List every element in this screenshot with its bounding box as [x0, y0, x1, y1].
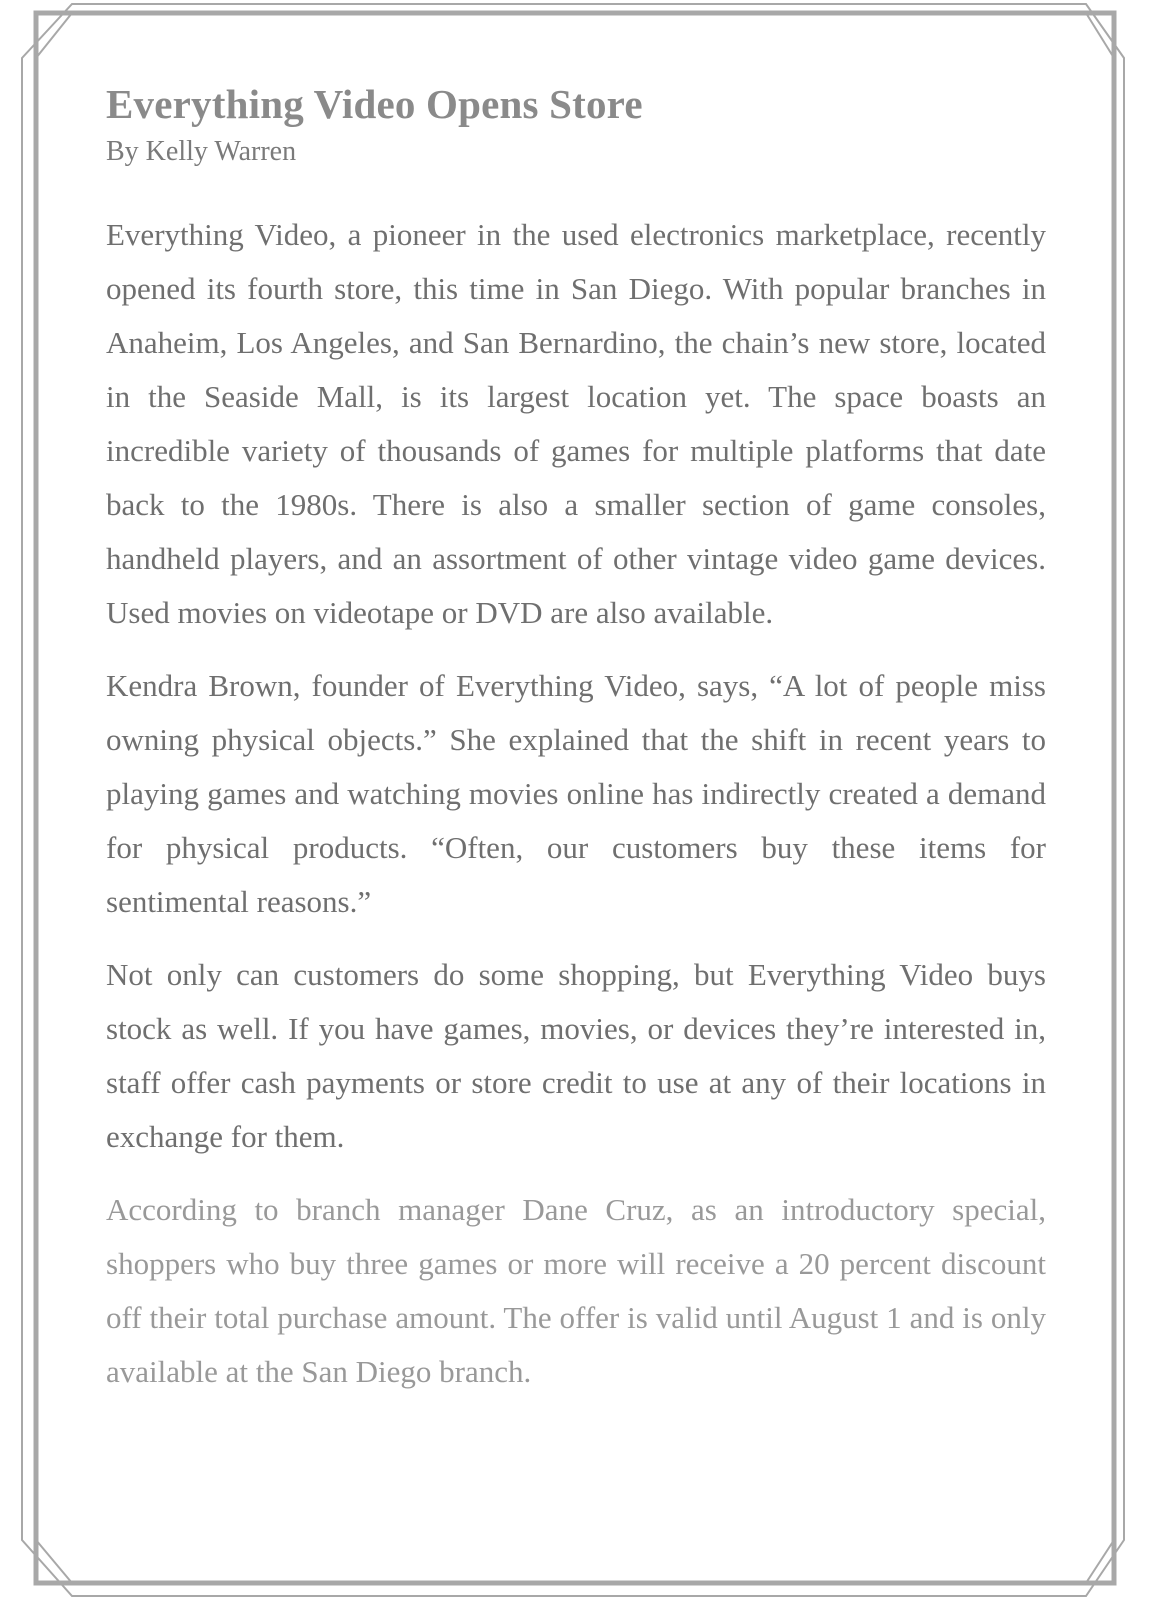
- article-paragraph: Kendra Brown, founder of Everything Video, says, “A lot of people miss owning physical objects.” She explained that the shift in recent years to playing games and watching movies online has indirectly created a demand for physical products. “Often, our customers buy these items for sentimental reasons.”: [106, 668, 1046, 919]
- article-title: Everything Video Opens Store: [106, 81, 643, 127]
- article-paragraph: Everything Video, a pioneer in the used electronics marketplace, recently opened its fourth store, this time in San Diego. With popular branches in Anaheim, Los Angeles, and San Bernardino, the chain’s new store, located in the Seaside Mall, is its largest location yet. The space boasts an incredible variety of thousands of games for multiple platforms that date back to the 1980s. There is also a smaller section of game consoles, handheld players, and an assortment of other vintage video game devices. Used movies on videotape or DVD are also available.: [106, 217, 1046, 630]
- article-byline: By Kelly Warren: [106, 136, 297, 167]
- article: [106, 78, 1046, 1418]
- corner-accent-top-left: [36, 13, 72, 58]
- corner-accent-top-right: [1086, 13, 1114, 58]
- article-paragraph: According to branch manager Dane Cruz, as an introductory special, shoppers who buy three games or more will receive a 20 percent discount off their total purchase amount. The offer is valid until August 1 and is only available at the San Diego branch.: [106, 1192, 1046, 1389]
- article-body: [106, 208, 1046, 1399]
- article-paragraph: Not only can customers do some shopping, but Everything Video buys stock as well. If you have games, movies, or devices they’re interested in, staff offer cash payments or store credit to use at any of their locations in exchange for them.: [106, 957, 1046, 1154]
